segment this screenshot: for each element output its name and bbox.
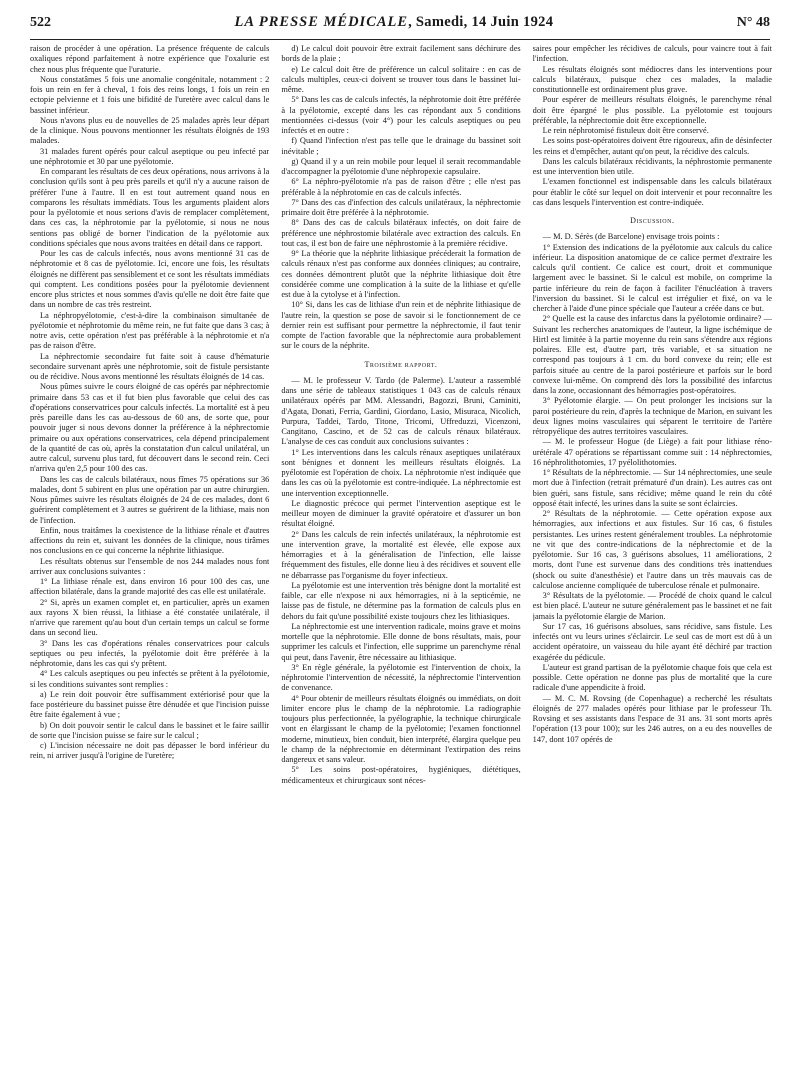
paragraph: Nous pûmes suivre le cours éloigné de cas opérés par néphrectomie primaire dans 53 cas et il fut bien plus favorable que celui des cas d'opérations conservatrices pour calculs infectés. La mortalité est à peu près pareille dans les cas au-dessous de 60 ans, de sorte que, pour pouvoir juger si nous devons donner la préférence à la néphrectomie primaire ou aux opérations conservatrices, cela dépend principalement de la quantité de cas où, après la constatation d'un calcul unilatéral, un autre calcul, survenu plus tard, fut découvert dans le second rein. Ceci n'arriva qu'en 2,5 pour 100 des cas. [30,382,270,474]
paragraph: La néphrectomie secondaire fut faite soit à cause d'hématurie secondaire survenant après une néphrotomie, soit de fistule persistante ou de récidive. Nous avons mentionné les résultats éloignés de 14 cas. [30,351,270,381]
paragraph: La pyélotomie est une intervention très bénigne dont la mortalité est faible, car elle n'expose ni aux hémorragies, ni à la septicémie, ne laisse pas de fistule, ne détermine pas la formation de calculs plus en dehors du fait qu'une possibilité existe toujours chez les lithiasiques. [281,580,521,621]
journal-title [235,14,554,31]
paragraph: g) Quand il y a un rein mobile pour lequel il serait recommandable d'accompagner la pyélotomie d'une néphropexie capsulaire. [281,156,521,176]
paragraph: — M. le professeur V. Tardo (de Palerme). L'auteur a rassemblé dans une série de tableaux statistiques 1 043 cas de calculs rénaux unilatéraux opérés par MM. Alessandri, Bagozzi, Bruni, Caminiti, d'Agata, Donati, Ferria, Gardini, Giordano, Lasio, Misuraca, Nicolich, Purpura, Taddei, Tardo, Titone, Tricomi, Uffreduzzi, Vicenzoni, Cangitano, Cascino, et de 52 cas de calculs rénaux bilatéraux. L'analyse de ces cas conduit aux conclusions suivantes : [281,375,521,447]
paragraph: En comparant les résultats de ces deux opérations, nous arrivons à la conclusion qu'ils sont à peu près pareils et qu'il n'y a aucune raison de préférer l'une à l'autre. Il en est tout autrement quand nous en comparons les résultats immédiats. Tous les arguments plaident alors pour la pyélotomie et nous serions d'avis de remplacer complètement, dans ces cas, la néphrotomie par la pyélotomie, si nous ne nous sentions pas obligé de borner l'indication de la pyélotomie aux conditions spéciales que nous avons traitées en détail dans ce rapport. [30,167,270,248]
column-left [30,44,269,1074]
paragraph: Dans les calculs bilatéraux récidivants, la néphrostomie permanente est une intervention bien utile. [532,156,772,176]
paragraph: 3° Pyélotomie élargie. — On peut prolonger les incisions sur la paroi postérieure du rein, d'après la technique de Marion, en suivant les deux lignes moins vasculaires qui séparent le territoire de l'artère rétropyélique des autres territoires vasculaires. [532,396,772,436]
issue-number: N° 48 [736,15,770,30]
article-body [30,44,772,1074]
paragraph: 7° Dans des cas d'infection des calculs unilatéraux, la néphrectomie primaire doit être préférée à la néphrotomie. [281,197,521,217]
paragraph: 31 malades furent opérés pour calcul aseptique ou peu infecté par une néphrotomie et 30 par une pyélotomie. [30,146,270,166]
paragraph: 1° Résultats de la néphrectomie. — Sur 14 néphrectomies, une seule mort due à l'infection (retrait prématuré d'un drain). Les autres cas ont bien guéri, sans fistule, sans récidive; même quand le rein du côté opposé était infecté, les urines dans la suite se sont éclaircies. [532,468,772,508]
paragraph: d) Le calcul doit pouvoir être extrait facilement sans déchirure des bords de la plaie ; [281,44,521,64]
paragraph: b) On doit pouvoir sentir le calcul dans le bassinet et le faire saillir de sorte que l'incision puisse se faire sur le calcul ; [30,720,270,740]
paragraph: Nous constatâmes 5 fois une anomalie congénitale, notamment : 2 fois un rein en fer à cheval, 1 fois des reins longs, 1 fois un rein en ectopie pelvienne et 1 fois une bifidité de l'uretère avec calcul dans le bassinet inférieur. [30,74,270,115]
paragraph: Nous n'avons plus eu de nouvelles de 25 malades après leur départ de la clinique. Nous pouvons mentionner les résultats éloignés de 193 malades. [30,115,270,146]
paragraph: 10° Si, dans les cas de lithiase d'un rein et de néphrite lithiasique de l'autre rein, la question se pose de savoir si le fonctionnement de ce dernier rein est suffisant pour permettre la néphrectomie, il faut tenir compte de l'action favorable que la néphrectomie aura probablement sur le cours de la néphrite. [281,300,521,351]
paragraph: a) Le rein doit pouvoir être suffisamment extériorisé pour que la face postérieure du bassinet puisse être dénudée et que l'incision puisse être faite également à vue ; [30,689,270,720]
paragraph: Le diagnostic précoce qui permet l'intervention aseptique est le meilleur moyen de diminuer la gravité opératoire et d'assurer un bon résultat éloigné. [281,498,521,529]
paragraph: — M. le professeur Hogue (de Liège) a fait pour lithiase réno-urétérale 47 opérations se répartissant comme suit : 14 néphrectomies, 16 néphrolithotomies, 17 pyélolithotomies. [532,437,772,467]
paragraph: 2° Quelle est la cause des infarctus dans la pyélotomie ordinaire? — Suivant les recherches anatomiques de l'auteur, la ligne ischémique de Hirtl est limitée à la partie moyenne du rein sans s'étendre aux régions polaires. Elle est, d'autre part, très variable, et sa situation ne correspond pas toujours à 1 cm. du bord convexe du rein; elle est parfois située au centre de la paroi postérieure et parfois sur le bord convexe lui-même. On comprend dès lors la possibilité des infarctus dans la zone, occasionnant des hémorragies post-opératoires. [532,314,772,395]
paragraph: Pour les cas de calculs infectés, nous avons mentionné 31 cas de néphrotomie et 8 cas de pyélotomie. Ici, encore une fois, les résultats éloignés ne diffèrent pas sensiblement et ce sont les résultats immédiats qui comptent. Les conditions posées pour la pyélotomie deviennent encore plus strictes et nous sommes d'avis qu'elle ne doit être faite que dans un nombre de cas très restreint. [30,249,270,310]
paragraph: 1° La lithiase rénale est, dans environ 16 pour 100 des cas, une affection bilatérale, dans la grande majorité des cas elle est unilatérale. [30,577,270,597]
paragraph: 5° Dans les cas de calculs infectés, la néphrotomie doit être préférée à la pyélotomie, excepté dans les cas répondant aux 5 conditions mentionnées ci-dessus (voir 4°) pour les calculs aseptiques ou peu infectés et en outre : [281,95,521,135]
section-heading: Troisième rapport. [364,359,438,369]
paragraph: Sur 17 cas, 16 guérisons absolues, sans récidive, sans fistule. Les infectés ont vu leurs urines s'éclaircir. Le seul cas de mort est dû à un accident opératoire, un vaisseau du hile ayant été déchiré par traction exagérée du pédicule. [532,621,772,662]
paragraph: Le rein néphrotomisé fistuleux doit être conservé. [542,126,709,135]
paragraph: 5° Les soins post-opératoires, hygiéniques, diététiques, médicamenteux et chirurgicaux sont néces- [281,765,521,785]
section-heading: Discussion. [630,216,675,225]
issue-date: , Samedi, 14 Juin 1924 [408,14,554,30]
paragraph: f) Quand l'infection n'est pas telle que le drainage du bassinet soit inévitable ; [281,136,521,156]
paragraph: c) L'incision nécessaire ne doit pas dépasser le bord inférieur du rein, ni arriver jusqu'à l'origine de l'uretère; [30,741,270,761]
paragraph: 2° Résultats de la néphrotomie. — Cette opération expose aux hémorragies, aux infections et aux fistules. Sur 16 cas, 6 fistules persistantes. Les urines restent généralement troubles. La néphrotomie ne vit que des contre-indications de la néphrectomie et de la pyélotomie. Sur 16 cas, 3 guérisons absolues, 11 améliorations, 2 morts, dont l'une est survenue dans des conditions très inattendues (shock ou suite d'anesthésie) et l'autre dans un très mauvais cas de calculose ancienne compliquée de tuberculose rénale et pulmonaire. [532,509,772,590]
paragraph: 2° Dans les calculs de rein infectés unilatéraux, la néphrotomie est une intervention grave, la mortalité est élevée, elle expose aux hémorragies et à la généralisation de l'infection, elle laisse fréquemment des fistules, elle donne lieu à des récidives et souvent elle ne débarrasse pas l'organisme du foyer infectieux. [281,529,521,580]
paragraph: raison de procéder à une opération. La présence fréquente de calculs oxaliques répond parfaitement à notre expérience que l'oxalurie est chez nous plus fréquente que l'uraturie. [30,44,270,74]
paragraph: 6° La néphro-pyélotomie n'a pas de raison d'être ; elle n'est pas préférable à la néphrotomie en cas de calculs infectés. [281,177,521,197]
paragraph: La néphropyélotomie, c'est-à-dire la combinaison simultanée de pyélotomie et néphrotomie du même rein, ne fut faite que dans 3 cas; à notre avis, cette opération n'est pas préférable à la néphrotomie et n'a pas de raison d'être. [30,310,270,351]
paragraph: Pour espérer de meilleurs résultats éloignés, le parenchyme rénal doit être épargné le plus possible. La pyélotomie est toujours préférable, la néphrectomie doit être exceptionnelle. [532,95,772,125]
paragraph: 1° Les interventions dans les calculs rénaux aseptiques unilatéraux sont bénignes et donnent les meilleurs résultats éloignés. La pyélotomie est l'opération de choix. La néphrotomie n'est indiquée que dans les cas où la pyélotomie est contre-indiquée. La néphrectomie est une intervention exceptionnelle. [281,447,521,498]
paragraph: 2° Si, après un examen complet et, en particulier, après un examen aux rayons X bien réussi, la lithiase a été constatée unilatérale, il n'arrive que rarement qu'au bout d'un certain temps un calcul se forme dans un second lieu. [30,597,270,638]
paragraph: 3° Dans les cas d'opérations rénales conservatrices pour calculs septiques ou peu infectés, la pyélotomie doit être préférée à la néphrotomie, dans les cas qui s'y prêtent. [30,638,270,668]
paragraph: L'auteur est grand partisan de la pyélotomie chaque fois que cela est possible. Cette opération ne donne pas plus de mortalité que la cure radicale d'une appendicite à froid. [532,662,772,693]
paragraph: 3° Résultats de la pyélotomie. — Procédé de choix quand le calcul est bien placé. L'auteur ne suture généralement pas le bassinet et ne fait jamais la pyélotomie élargie de Marion. [532,591,772,621]
page-header [30,14,770,40]
paragraph: 4° Pour obtenir de meilleurs résultats éloignés ou immédiats, on doit limiter encore plus le champ de la néphrotomie. La radiographie toujours plus perfectionnée, la pyélographie, la technique chirurgicale vont en élargissant le champ de la pyélotomie; l'examen fonctionnel moderne, minutieux, bien conduit, bien interprété, élargira quelque peu le champ de la néphrectomie en déterminant l'extirpation des reins dangereux et sans valeur. [281,693,521,764]
paragraph: 1° Extension des indications de la pyélotomie aux calculs du calice inférieur. La disposition anatomique de ce calice permet d'extraire les calculs qu'il contient. Ce calice est court, droit et communique largement avec le bassinet. Si le calcul est mobile, on comprime la partie inférieure du rein de façon à faciliter l'énucléation à travers l'inversion du bassinet. Si le calcul est irrégulier et fixé, on va le chercher à l'aide d'une pince spéciale que l'auteur a créée dans ce but. [532,242,772,313]
paragraph: — M. C. M. Rovsing (de Copenhague) a recherché les résultats éloignés de 277 malades opérés pour lithiase par le professeur Th. Rovsing et ses assistants dans l'espace de 31 ans. 31 sont morts après l'opération (13 pour 100); sur les 246 autres, on a eu des nouvelles de 147, dont 107 opérés de [532,693,772,744]
paragraph: e) Le calcul doit être de préférence un calcul solitaire : en cas de calculs multiples, ceux-ci doivent se trouver tous dans le bassinet lui-même. [281,64,521,94]
paragraph: Enfin, nous traitâmes la coexistence de la lithiase rénale et d'autres affections du rein et, suivant les données de la clinique, nous tirâmes nos conclusions en ce qui concerne la néphrite lithiasique. [30,525,270,556]
paragraph: — M. D. Sérès (de Barcelone) envisage trois points : [542,232,720,242]
paragraph: 3° En règle générale, la pyélotomie est l'intervention de choix, la néphrotomie l'intervention de nécessité, la néphrectomie l'intervention de convenance. [281,662,521,693]
paragraph: Les soins post-opératoires doivent être rigoureux, afin de désinfecter les reins et d'empêcher, autant qu'on peut, la récidive des calculs. [532,136,772,156]
journal-name: LA PRESSE MÉDICALE [234,14,409,30]
page-number: 522 [30,15,51,30]
paragraph: Les résultats éloignés sont médiocres dans les interventions pour calculs bilatéraux, puisque chez ces malades, la maladie constitutionnelle est ordinairement plus grave. [532,64,772,94]
paragraph: 8° Dans des cas de calculs bilatéraux infectés, on doit faire de préférence une néphrostomie bilatérale avec extraction des calculs. En tout cas, il est bon de faire une néphrostomie à la première récidive. [281,218,521,248]
column-middle [281,44,520,1074]
paragraph: 9° La théorie que la néphrite lithiasique précéderait la formation de calculs rénaux n'est pas conforme aux données cliniques; au contraire, ces données démontrent plutôt que la néphrite lithiasique doit être considérée comme une complication à la suite de la lithiase et qu'elle est due à la cytolyse et à l'infection. [281,249,521,299]
paragraph: L'examen fonctionnel est indispensable dans les calculs bilatéraux pour établir le côté sur lequel on doit intervenir et pour reconnaître les cas dans lesquels l'intervention est contre-indiquée. [532,177,772,207]
paragraph: saires pour empêcher les récidives de calculs, pour vaincre tout à fait l'infection. [532,44,772,64]
paragraph: Les résultats obtenus sur l'ensemble de nos 244 malades nous font arriver aux conclusions suivantes : [30,556,270,576]
paragraph: 4° Les calculs aseptiques ou peu infectés se prêtent à la pyélotomie, si les conditions suivantes sont remplies : [30,669,270,689]
column-right [533,44,772,1074]
paragraph: La néphrectomie est une intervention radicale, moins grave et moins mortelle que la néphrotomie. Elle donne de bons résultats, mais, pour supprimer les calculs et l'infection, elle supprime un parenchyme rénal qui peut, dans l'avenir, être nécessaire au lithiasique. [281,621,521,662]
paragraph: Dans les cas de calculs bilatéraux, nous fîmes 75 opérations sur 36 malades, dont 5 subirent en plus une opération par un autre chirurgien. Nous pûmes suivre les résultats éloignés de 24 de ces malades, dont 6 guérirent complètement et 3 autres se guérirent de la lithiase, mais non de l'infection. [30,474,270,525]
